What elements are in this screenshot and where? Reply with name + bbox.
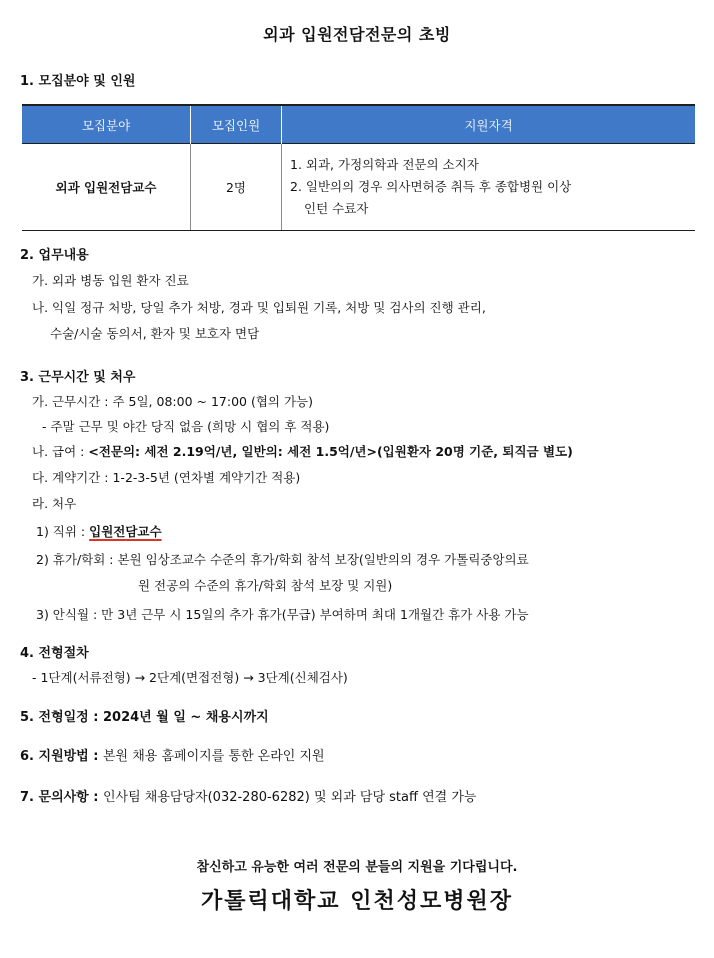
qualification-2: 2. 일반의의 경우 의사면허증 취득 후 종합병원 이상 [290, 179, 572, 194]
benefits-heading: 라. 처우 [32, 496, 77, 511]
duty-na: 나. 익일 정규 처방, 당일 추가 처방, 경과 및 입퇴원 기록, 처방 및 검사의 진행 관리, [32, 300, 486, 315]
position-value: 입원전담교수 [89, 524, 162, 539]
sabbatical: 3) 안식월 : 만 3년 근무 시 15일의 추가 휴가(무급) 부여하며 최대 1개월간 휴가 사용 가능 [36, 607, 529, 622]
section-6 [20, 745, 325, 764]
vacation-conference-cont: 원 전공의 수준의 휴가/학회 참석 보장 및 지원) [138, 578, 393, 593]
position [36, 522, 162, 540]
duty-ga: 가. 외과 병동 입원 환자 진료 [32, 273, 189, 288]
cell-count: 2명 [191, 144, 282, 231]
table-header-row [22, 105, 695, 144]
duty-na-cont: 수술/시술 동의서, 환자 및 보호자 면담 [50, 326, 260, 341]
salary-value: <전문의: 세전 2.19억/년, 일반의: 세전 1.5억/년>(입원환자 20명 기준, 퇴직금 별도) [88, 444, 573, 459]
recruitment-table [22, 104, 695, 231]
work-hours: 가. 근무시간 : 주 5일, 08:00 ~ 17:00 (협의 가능) [32, 394, 313, 409]
header-field: 모집분야 [22, 105, 191, 144]
section-6-value: 본원 채용 홈페이지를 통한 온라인 지원 [103, 749, 325, 764]
section-4-heading: 4. 전형절차 [20, 646, 89, 661]
contract-period: 다. 계약기간 : 1-2-3-5년 (연차별 계약기간 적용) [32, 470, 301, 485]
table-row [22, 144, 695, 231]
qualification-1: 1. 외과, 가정의학과 전문의 소지자 [290, 157, 479, 172]
cell-qualification [282, 144, 696, 231]
section-7 [20, 786, 476, 805]
section-2-heading: 2. 업무내용 [20, 248, 89, 263]
selection-steps: - 1단계(서류전형) → 2단계(면접전형) → 3단계(신체검사) [32, 670, 348, 685]
qualification-2-cont: 인턴 수료자 [304, 201, 369, 216]
hospital-signature: 가톨릭대학교 인천성모병원장 [201, 889, 513, 914]
header-qualification: 지원자격 [282, 105, 696, 144]
salary [32, 442, 573, 460]
vacation-conference: 2) 휴가/학회 : 본원 임상조교수 수준의 휴가/학회 참석 보장(일반의의 경우 가톨릭중앙의료 [36, 552, 529, 567]
section-3-heading: 3. 근무시간 및 처우 [20, 370, 136, 385]
page-title: 외과 입원전담전문의 초빙 [263, 25, 451, 44]
section-5-heading: 5. 전형일정 : 2024년 월 일 ~ 채용시까지 [20, 710, 269, 725]
header-count: 모집인원 [191, 105, 282, 144]
section-7-value: 인사팀 채용담당자(032-280-6282) 및 외과 담당 staff 연결 가능 [103, 790, 477, 805]
section-7-label: 7. 문의사항 : [20, 790, 103, 805]
position-label: 1) 직위 : [36, 524, 90, 539]
cell-field: 외과 입원전담교수 [22, 144, 191, 231]
section-6-label: 6. 지원방법 : [20, 749, 103, 764]
salary-label: 나. 급여 : [32, 444, 89, 459]
section-1-heading: 1. 모집분야 및 인원 [20, 74, 136, 89]
closing-message: 참신하고 유능한 여러 전문의 분들의 지원을 기다립니다. [196, 860, 518, 875]
work-hours-note: - 주말 근무 및 야간 당직 없음 (희망 시 협의 후 적용) [42, 419, 330, 434]
